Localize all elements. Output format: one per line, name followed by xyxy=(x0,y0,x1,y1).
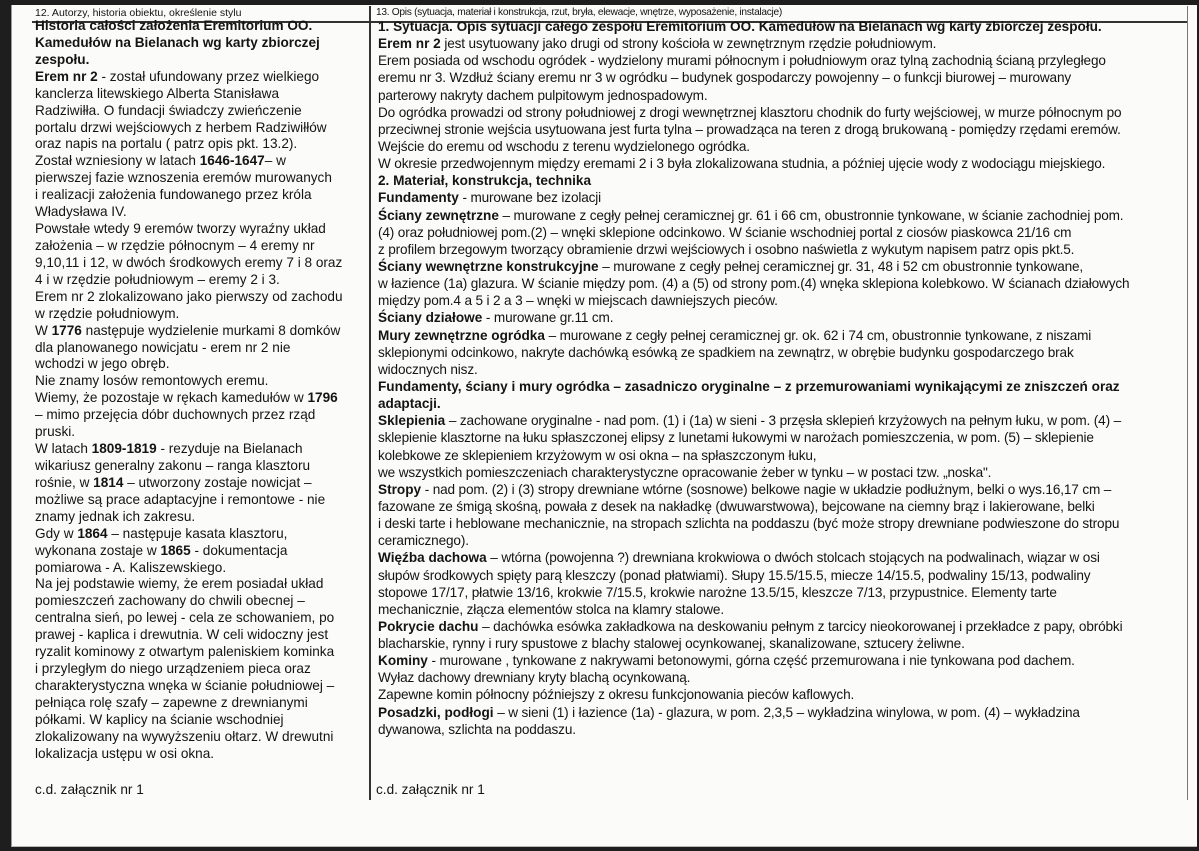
text-run: ceramicznego). xyxy=(378,533,469,549)
text-run: kolebkowe ze sklepieniem krzyżowym w osi okna – na spłaszczonym łuku, xyxy=(378,447,817,463)
bold-text-run: Fundamenty xyxy=(378,190,459,206)
text-line xyxy=(378,464,1183,481)
text-line xyxy=(35,373,367,390)
bold-text-run: Sklepienia xyxy=(378,413,446,429)
text-run: lokalizacja ustępu w osi okna. xyxy=(35,745,215,761)
text-line xyxy=(35,323,367,340)
text-run: i deski tarte i heblowane mechanicznie, na stropach szlichta na poddaszu (być może stropy drewniane podwieszone do stropu xyxy=(378,516,1120,532)
text-line xyxy=(378,18,1183,35)
text-run: - murowane gr.11 cm. xyxy=(482,310,614,326)
bold-text-run: Kominy xyxy=(378,653,428,669)
text-line xyxy=(35,560,367,577)
text-line xyxy=(378,686,1183,703)
text-line xyxy=(35,475,367,492)
column-divider xyxy=(369,6,371,800)
text-run: Na jej podstawie wiemy, że erem posiadał układ xyxy=(35,576,324,592)
text-line xyxy=(35,407,367,424)
text-line xyxy=(35,204,367,221)
text-run: prawej - kaplica i drewutnia. W celi widoczny jest xyxy=(35,627,329,643)
text-run: – mimo przejęcia dóbr duchownych przez rząd xyxy=(35,407,316,423)
text-line xyxy=(378,601,1183,618)
text-run: charakterystyczna wnęka w ścianie południowej – xyxy=(35,677,335,693)
text-run: zlokalizowany na wywyższeniu ołtarz. W drewutni xyxy=(35,728,334,744)
text-line xyxy=(35,170,367,187)
bold-text-run: Fundamenty, ściany i mury ogródka – zasadniczo oryginalne – z przemurowaniami wynikającymi ze zniszczeń oraz xyxy=(378,378,1120,394)
text-run: Władysława IV. xyxy=(35,204,127,220)
text-line xyxy=(378,172,1183,189)
text-run: półkami. W kaplicy na ścianie wschodniej xyxy=(35,711,284,727)
text-line xyxy=(35,424,367,441)
text-line xyxy=(378,292,1183,309)
bold-text-run: Ściany działowe xyxy=(378,310,483,326)
text-line xyxy=(378,52,1183,69)
text-run: – w sieni (1) i łazience (1a) - glazura, w pom. 2,3,5 – wykładzina winylowa, w pom. (4) – wykładzina xyxy=(493,704,1080,720)
text-run: - został ufundowany przez wielkiego xyxy=(97,68,320,84)
text-line xyxy=(378,635,1183,652)
text-line xyxy=(35,120,367,137)
text-line xyxy=(35,238,367,255)
text-line xyxy=(378,87,1183,104)
text-line xyxy=(378,344,1183,361)
bold-text-run: 2. Materiał, konstrukcja, technika xyxy=(378,173,592,189)
text-line xyxy=(378,584,1183,601)
text-line xyxy=(35,221,367,238)
bold-text-run: adaptacji. xyxy=(378,396,441,412)
text-run: pierwszej fazie wznoszenia eremów murowanych xyxy=(35,170,332,186)
text-run: Do ogródka prowadzi od strony południowej z drogi wewnętrznej klasztoru chodnik do furty wejściowej, w murze północnym po xyxy=(378,104,1122,120)
text-line xyxy=(35,289,367,306)
text-line xyxy=(378,104,1183,121)
bold-text-run: 1864 xyxy=(77,525,108,541)
text-run: Został wzniesiony w latach xyxy=(35,153,200,169)
text-run: – murowane z cegły pełnej ceramicznej gr. 31, 48 i 52 cm obustronnie tynkowane, xyxy=(598,258,1084,274)
text-run: eremu nr 3. Wzdłuż ściany eremu nr 3 w ogródku – budynek gospodarczy powojenny – o funkcji biurowej – murowany xyxy=(378,70,1071,86)
text-run: jest usytuowany jako drugi od strony kościoła w zewnętrznym rzędzie południowym. xyxy=(440,36,937,52)
text-run: – następuje kasata klasztoru, xyxy=(107,525,288,541)
text-run: Erem nr 2 zlokalizowano jako pierwszy od zachodu xyxy=(35,288,343,304)
text-line xyxy=(378,258,1183,275)
text-line xyxy=(378,447,1183,464)
text-run: blacharskie, rynny i rury spustowe z blachy stalowej ocynkowanej, skanalizowane, sztucery żeliwne. xyxy=(378,636,965,652)
text-run: - dokumentacja xyxy=(190,542,288,558)
bold-text-run: Historia całości założenia Eremitorium OO. xyxy=(35,18,313,33)
text-line xyxy=(378,155,1183,172)
bold-text-run: Posadzki, podłogi xyxy=(378,704,494,720)
text-line xyxy=(378,241,1183,258)
text-line xyxy=(378,121,1183,138)
text-line xyxy=(35,644,367,661)
bold-text-run: Erem nr 2 xyxy=(378,36,441,52)
bold-text-run: Mury zewnętrzne ogródka xyxy=(378,327,545,343)
text-run: kanclerza litewskiego Alberta Stanisława xyxy=(35,85,280,101)
text-run: 4 i w rzędzie południowym – eremy 2 i 3. xyxy=(35,271,280,287)
text-run: pomiarowa - A. Kaliszewskiego. xyxy=(35,559,227,575)
text-run: dywanowa, szlichta na poddaszu. xyxy=(378,721,576,737)
text-run: – murowane z cegły pełnej ceramicznej gr. 61 i 66 cm, obustronnie tynkowane, w ścianie zachodniej pom. xyxy=(498,207,1124,223)
text-line xyxy=(378,275,1183,292)
text-run: W okresie przedwojennym między eremami 2 i 3 była zlokalizowana studnia, a później ujęcie wody z wodociągu miejskiego. xyxy=(378,156,1106,172)
text-line xyxy=(35,661,367,678)
text-line xyxy=(378,429,1183,446)
text-run: założenia – w rzędzie północnym – 4 eremy nr xyxy=(35,237,315,253)
text-line xyxy=(35,103,367,120)
text-line xyxy=(35,306,367,323)
text-run: oraz napis na portalu ( patrz opis pkt. 13.2). xyxy=(35,136,298,152)
text-line xyxy=(378,721,1183,738)
left-continuation-note: c.d. załącznik nr 1 xyxy=(35,782,144,797)
text-run: słupów środkowych spięty parą kleszczy (ponad płatwiami). Słupy 15.5/15.5, miecze 14/15.5, podwaliny 15/13, podwaliny xyxy=(378,567,1091,583)
text-run: - murowane bez izolacji xyxy=(458,190,602,206)
text-run: dla planowanego nowicjatu - erem nr 2 nie xyxy=(35,339,291,355)
text-run: wikariusz generalny zakonu – ranga klasztoru xyxy=(35,457,311,473)
text-line xyxy=(35,390,367,407)
text-run: Erem posiada od wschodu ogródek - wydzielony murami północnym i południowym oraz tylną zachodnią ścianą przyległego xyxy=(378,53,1106,69)
text-run: ryzalit kominowy z otwartym paleniskiem kominka xyxy=(35,644,335,660)
text-line xyxy=(378,532,1183,549)
text-run: między pom.4 a 5 i 2 a 3 – wnęki w miejscach dawniejszych pieców. xyxy=(378,293,778,309)
text-line xyxy=(378,652,1183,669)
text-line xyxy=(378,549,1183,566)
text-run: stopowe 17/17, płatwie 13/16, krokwie 7/15.5, krokwie narożne 13.5/15, kleszcze 7/13, przypustnice. Elementy tarte xyxy=(378,584,1057,600)
text-line xyxy=(35,153,367,170)
text-line xyxy=(35,627,367,644)
text-run: Powstałe wtedy 9 eremów tworzy wyraźny układ xyxy=(35,221,326,237)
bold-text-run: 1646-1647 xyxy=(199,153,265,169)
text-line xyxy=(378,498,1183,515)
text-line xyxy=(35,492,367,509)
text-line xyxy=(378,361,1183,378)
text-run: znamy jednak ich zakresu. xyxy=(35,508,196,524)
text-line xyxy=(35,52,367,69)
text-run: W latach xyxy=(35,441,92,457)
text-run: Gdy w xyxy=(35,525,78,541)
section-12-header: 12. Autorzy, historia obiektu, określenie stylu xyxy=(35,7,242,19)
text-line xyxy=(378,138,1183,155)
bold-text-run: Erem nr 2 xyxy=(35,68,98,84)
text-run: 9,10,11 i 12, w dwóch środkowych eremy 7 i 8 oraz xyxy=(35,254,343,270)
text-run: – zachowane oryginalne - nad pom. (1) i (1a) w sieni - 3 przęsła sklepień krzyżowych na pełnym łuku, w pom. (4) – xyxy=(445,413,1121,429)
text-line xyxy=(35,35,367,52)
bold-text-run: Stropy xyxy=(378,481,422,497)
text-run: sklepienie klasztorne na łuku spłaszczonej elipsy z lunetami łukowymi w narożach pomieszczenia, w pom. (5) – sklepienie xyxy=(378,430,1094,446)
text-run: – dachówka esówka zakładkowa na deskowaniu pełnym z tarcicy nieokorowanej i przekładce z papy, obróbki xyxy=(478,618,1123,634)
text-run: - nad pom. (2) i (3) stropy drewniane wtórne (sosnowe) belkowe nagie w układzie podłużnym, belki o wys.16,17 cm – xyxy=(421,481,1112,497)
text-line xyxy=(378,224,1183,241)
text-run: pomieszczeń zachowany do chwili obecnej – xyxy=(35,593,305,609)
text-line xyxy=(35,746,367,763)
text-run: Nie znamy losów remontowych eremu. xyxy=(35,373,269,389)
text-line xyxy=(35,356,367,373)
right-continuation-note: c.d. załącznik nr 1 xyxy=(376,782,485,797)
text-run: w łazience (1a) glazura. W ścianie między pom. (4) a (5) od strony pom.(4) wnęka sklepiona kolebkowo. W ścianach działowych xyxy=(378,276,1130,292)
text-line xyxy=(35,712,367,729)
text-line xyxy=(378,412,1183,429)
text-run: i realizacji założenia fundowanego przez króla xyxy=(35,187,312,203)
text-run: pruski. xyxy=(35,424,76,440)
text-line xyxy=(35,458,367,475)
text-line xyxy=(378,618,1183,635)
history-column xyxy=(35,18,367,763)
text-run: następuje wydzielenie murkami 8 domków xyxy=(81,322,341,338)
text-run: – wtórna (powojenna ?) drewniana krokwiowa o dwóch stolcach stojących na podwalinach, wiązar w osi xyxy=(486,550,1100,566)
text-line xyxy=(378,515,1183,532)
text-run: mechanicznie, złącza elementów stolca na klamry stalowe. xyxy=(378,601,724,617)
bold-text-run: Ściany wewnętrzne konstrukcyjne xyxy=(378,258,599,274)
text-run: portalu drzwi wejściowych z herbem Radziwiłłów xyxy=(35,119,327,135)
text-run: wykonana zostaje w xyxy=(35,542,161,558)
bold-text-run: 1865 xyxy=(160,542,191,558)
text-run: Wyłaz dachowy drewniany kryty blachą ocynkowaną. xyxy=(378,670,691,686)
text-line xyxy=(378,207,1183,224)
bold-text-run: 1776 xyxy=(51,322,82,338)
text-line xyxy=(378,481,1183,498)
bold-text-run: Kamedułów na Bielanach wg karty zbiorczej xyxy=(35,34,320,50)
text-run: - rezyduje na Bielanach xyxy=(156,441,303,457)
bold-text-run: 1. Sytuacja. Opis sytuacji całego zespołu Eremitorium OO. Kamedułów na Bielanach wg karty zbiorczej zespołu. xyxy=(378,19,1102,34)
text-line xyxy=(35,18,367,35)
text-line xyxy=(35,255,367,272)
text-line xyxy=(378,704,1183,721)
text-line xyxy=(35,86,367,103)
text-line xyxy=(378,669,1183,686)
text-run: możliwe są prace adaptacyjne i remontowe - nie xyxy=(35,491,326,507)
text-line xyxy=(35,187,367,204)
text-run: sklepionymi odcinkowo, nakryte dachówką esówką ze spadkiem na zewnątrz, w obrębie budynku gospodarczego brak xyxy=(378,344,1074,360)
text-line xyxy=(35,576,367,593)
text-run: rośnie, w xyxy=(35,474,94,490)
description-column xyxy=(378,18,1183,738)
text-run: Radziwiłła. O fundacji świadczy zwieńczenie xyxy=(35,102,302,118)
text-line xyxy=(35,729,367,746)
text-run: pełniąca rolę szafy – zapewne z drewnianymi xyxy=(35,694,308,710)
text-line xyxy=(35,272,367,289)
text-line xyxy=(378,35,1183,52)
text-run: widocznych nisz. xyxy=(378,361,478,377)
text-run: Wiemy, że pozostaje w rękach kamedułów w xyxy=(35,390,308,406)
text-run: Zapewne komin północny późniejszy z okresu funkcjonowania pieców kaflowych. xyxy=(378,687,855,703)
text-line xyxy=(35,543,367,560)
text-line xyxy=(35,695,367,712)
text-line xyxy=(378,567,1183,584)
text-line xyxy=(35,678,367,695)
text-run: (4) oraz południowej pom.(2) – wnęki sklepione odcinkowo. W ścianie wschodniej portal z ciosów piaskowca 21/16 cm xyxy=(378,224,1072,240)
text-line xyxy=(35,340,367,357)
text-line xyxy=(35,526,367,543)
text-run: wchodzi w jego obręb. xyxy=(35,356,170,372)
text-line xyxy=(378,378,1183,395)
text-line xyxy=(35,509,367,526)
text-run: w rzędzie południowym. xyxy=(35,305,180,321)
text-run: we wszystkich pomieszczeniach charakterystyczne opracowanie żeber w tynku – w postaci tzw. „noska". xyxy=(378,464,992,480)
bold-text-run: 1809-1819 xyxy=(91,441,157,457)
text-run: przeciwnej stronie wejścia usytuowana jest furta tylna – prowadząca na teren z drogą brukowaną - pomiędzy rzędami eremów. xyxy=(378,121,1121,137)
text-run: z profilem brzegowym tworzący obramienie drzwi wejściowych i osobno naświetla z wykutym napisem patrz opis pkt.5. xyxy=(378,241,1075,257)
bold-text-run: Więźba dachowa xyxy=(378,550,487,566)
text-line xyxy=(35,593,367,610)
text-line xyxy=(378,189,1183,206)
text-run: centralna sień, po lewej - cela ze schowaniem, po xyxy=(35,610,335,626)
text-line xyxy=(35,441,367,458)
text-line xyxy=(35,610,367,627)
bold-text-run: Ściany zewnętrzne xyxy=(378,207,499,223)
section-13-header: 13. Opis (sytuacja, materiał i konstrukcja, rzut, bryła, elewacje, wnętrze, wyposażenie, instalacje) xyxy=(376,7,782,18)
text-run: - murowane , tynkowane z nakrywami betonowymi, górna część przemurowana i nie tynkowana pod dachem. xyxy=(427,653,1075,669)
text-run: W xyxy=(35,322,52,338)
text-line xyxy=(35,69,367,86)
bold-text-run: 1814 xyxy=(93,474,124,490)
text-run: parterowy nakryty dachem pulpitowym jednospadowym. xyxy=(378,87,708,103)
text-run: – utworzony zostaje nowicjat – xyxy=(123,474,312,490)
right-border xyxy=(1187,6,1188,800)
text-run: Wejście do eremu od wschodu z terenu wydzielonego ogródka. xyxy=(378,138,750,154)
text-line xyxy=(35,136,367,153)
bold-text-run: Pokrycie dachu xyxy=(378,618,479,634)
text-run: – w xyxy=(264,153,286,169)
text-run: i przyległym do niego urządzeniem pieca oraz xyxy=(35,661,311,677)
text-run: fazowane ze śmigą skośną, powała z desek na nakładkę (dwuwarstwowa), bejcowane na ciemny brąz i lakierowane, belki xyxy=(378,498,1095,514)
bold-text-run: 1796 xyxy=(307,390,338,406)
bold-text-run: zespołu. xyxy=(35,51,90,67)
text-line xyxy=(378,309,1183,326)
text-line xyxy=(378,69,1183,86)
text-line xyxy=(378,327,1183,344)
text-run: – murowane z cegły pełnej ceramicznej gr. ok. 62 i 74 cm, obustronnie tynkowane, z niszami xyxy=(544,327,1092,343)
text-line xyxy=(378,395,1183,412)
